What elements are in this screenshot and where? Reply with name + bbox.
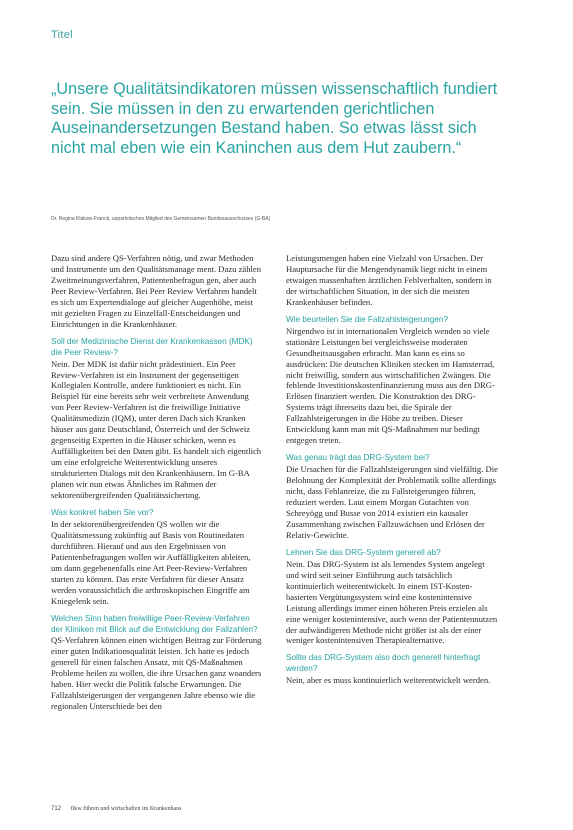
body-paragraph: Nein. Der MDK ist dafür nicht prädestiniert. Ein Peer Review-Verfahren ist ein Instrument der gegenseitigen Kollegialen Kontrolle, andere funktioniert es nicht. Ein Beispiel für eine bereits sehr weit verbreitete Anwendung von Peer Review-Verfahren ist die freiwillige Initiative Qualitätsmedizin (IQM), unter deren Dach sich Kranken häuser aus ganz Deutschland, Österreich und der Schweiz gegenseitig Experten in die Häuser schicken, wenn es Auffälligkeiten bei den Daten gibt. Es handelt sich eigentlich um eine erfolgreiche Weiterentwicklung unseres strukturierten Dialogs mit den Krankenhäusern. Im G-BA planen wir nun etwas Ähnliches im Rahmen der sektorenübergreifenden Qualitätssicherung. — [51, 358, 262, 501]
body-paragraph: Nein, aber es muss kontinuierlich weiterentwickelt werden. — [286, 675, 491, 686]
interview-question: Was genau trägt das DRG-System bei? — [286, 453, 430, 463]
body-paragraph: Die Ursachen für die Fallzahlsteigerungen sind vielfältig. Die Belohnung der Komplexität der Problematik sollte allerdings nicht, dass Fehlanreize, die zu Fallsteigerungen führen, reduziert werden. Laut einem Morgan Gutachten von Schreyögg und Busse von 2014 existiert ein kausaler Zusammenhang zwischen Fallzuwächsen und Erlösen der Relativ-Gewichte. — [286, 464, 498, 540]
article-column-left — [51, 253, 263, 712]
body-paragraph: In der sektorenübergreifenden QS wollen wir die Qualitätsmessung zukünftig auf Basis von Routinedaten durchführen. Hierauf und aus den Ergebnissen von Patientenbefragungen wollen wir Auffälligkeiten ableiten, um dann gegebenenfalls eine Art Peer-Review-Verfahren starten zu können. Das erste Verfahren für dieser Ansatz werden voraussichtlich die arthroskopischen Eingriffe am Kniegelenk sein. — [51, 518, 251, 606]
interview-question: Sollte das DRG-System also doch generell hinterfragt werden? — [286, 653, 481, 674]
interview-question: Soll der Medizinische Dienst der Krankenkassen (MDK) die Peer Review-? — [51, 336, 253, 357]
body-paragraph: Nirgendwo ist in internationalen Vergleich wenden so viele stationäre Leistungen bei vergleichsweise moderaten Gesundheitsausgaben erbracht. Man kann es eins so ausdrücken: Die deutschen Kliniken stecken im Hamsterrad, nicht freiwillig, sondern aus wirtschaftlichen Zwängen. Die fehlende Investitionskostenfinanzierung muss aus den DRG-Erlösen finanziert werden. Die Konstruktion des DRG-Systems trägt ihrerseits dazu bei, die Spirale der Fallzahlsteigerungen in die Höhe zu treiben. Dieser Entwicklung kann man mit QS-Maßnahmen nur bedingt entgegen treten. — [286, 325, 495, 446]
interview-question: Lehnen Sie das DRG-System generell ab? — [286, 547, 441, 557]
pull-quote: „Unsere Qualitätsindikatoren müssen wissenschaftlich fundiert sein. Sie müssen in den zu erwartenden gerichtlichen Auseinandersetzungen Bestand haben. So etwas lässt sich nicht mal eben wie ein Kaninchen aus dem Hut zaubern.“ — [51, 80, 498, 157]
quote-byline: Dr. Regina Klakow-Franck, unparteiisches Mitglied des Gemeinsamen Bundesausschusses (G-BA) — [51, 216, 271, 222]
page-number: 712 — [51, 806, 62, 812]
body-paragraph: Leistungsmengen haben eine Vielzahl von Ursachen. Der Hauptursache für die Mengendynamik liegt nicht in einem etwaigen massenhaften ärztlichen Fehlverhalten, sondern in der wirtschaftlichen Situation, in der sich die meisten Krankenhäuser befinden. — [286, 253, 492, 307]
interview-question: Wie beurteilen Sie die Fallzahlsteigerungen? — [286, 314, 449, 324]
magazine-name: f&w führen und wirtschaften im Krankenhaus — [70, 806, 182, 812]
interview-question: Was konkret haben Sie vor? — [51, 507, 154, 517]
page-footer — [51, 806, 182, 812]
body-paragraph: QS-Verfahren können einen wichtigen Beitrag zur Förderung einer guten Indikationsqualität leisten. Ich hatte es jedoch generell für einen falschen Ansatz, mit QS-Maßnahmen Probleme heilen zu wollen, die ihre Ursachen ganz woanders haben. Hier weckt die Politik falsche Erwartungen. Die Fallzahlsteigerungen der vergangenen Jahre ebenso wie die regionalen Unterschiede bei den — [51, 635, 262, 712]
body-paragraph: Dazu sind andere QS-Verfahren nötig, und zwar Methoden und Instrumente um den Qualitätsmanage ment. Dazu zählen Zweitmeinungsverfahren, Patientenbefragun gen, aber auch Peer Review-Verfahren. Bei Peer Review Verfahren handelt es sich um Expertendialoge auf gleicher Augenhöhe, meist mit gezielten Fragen zu Einzelfall-Entscheidungen und Einrichtungen in die Krankenhäuser. — [51, 253, 262, 329]
section-tag: Titel — [51, 29, 73, 41]
interview-question: Welchen Sinn haben freiwillige Peer-Review-Verfahren der Kliniken mit Blick auf die Entwicklung der Fallzahlen? — [51, 613, 258, 634]
article-column-right — [286, 253, 498, 686]
body-paragraph: Nein. Das DRG-System ist als lernendes System angelegt und wird seit seiner Einführung auch tatsächlich kontinuierlich weiterentwickelt. In einem IST-Kosten-basierten Vergütungssystem wird eine kostenintensive Leistung allerdings immer einen höheren Preis erzielen als eine weniger kostenintensive, auch wenn der Patientennutzen der aufwändigeren Methode nicht größer ist als der einer weniger kostenintensiven Therapiealternative. — [286, 558, 498, 646]
